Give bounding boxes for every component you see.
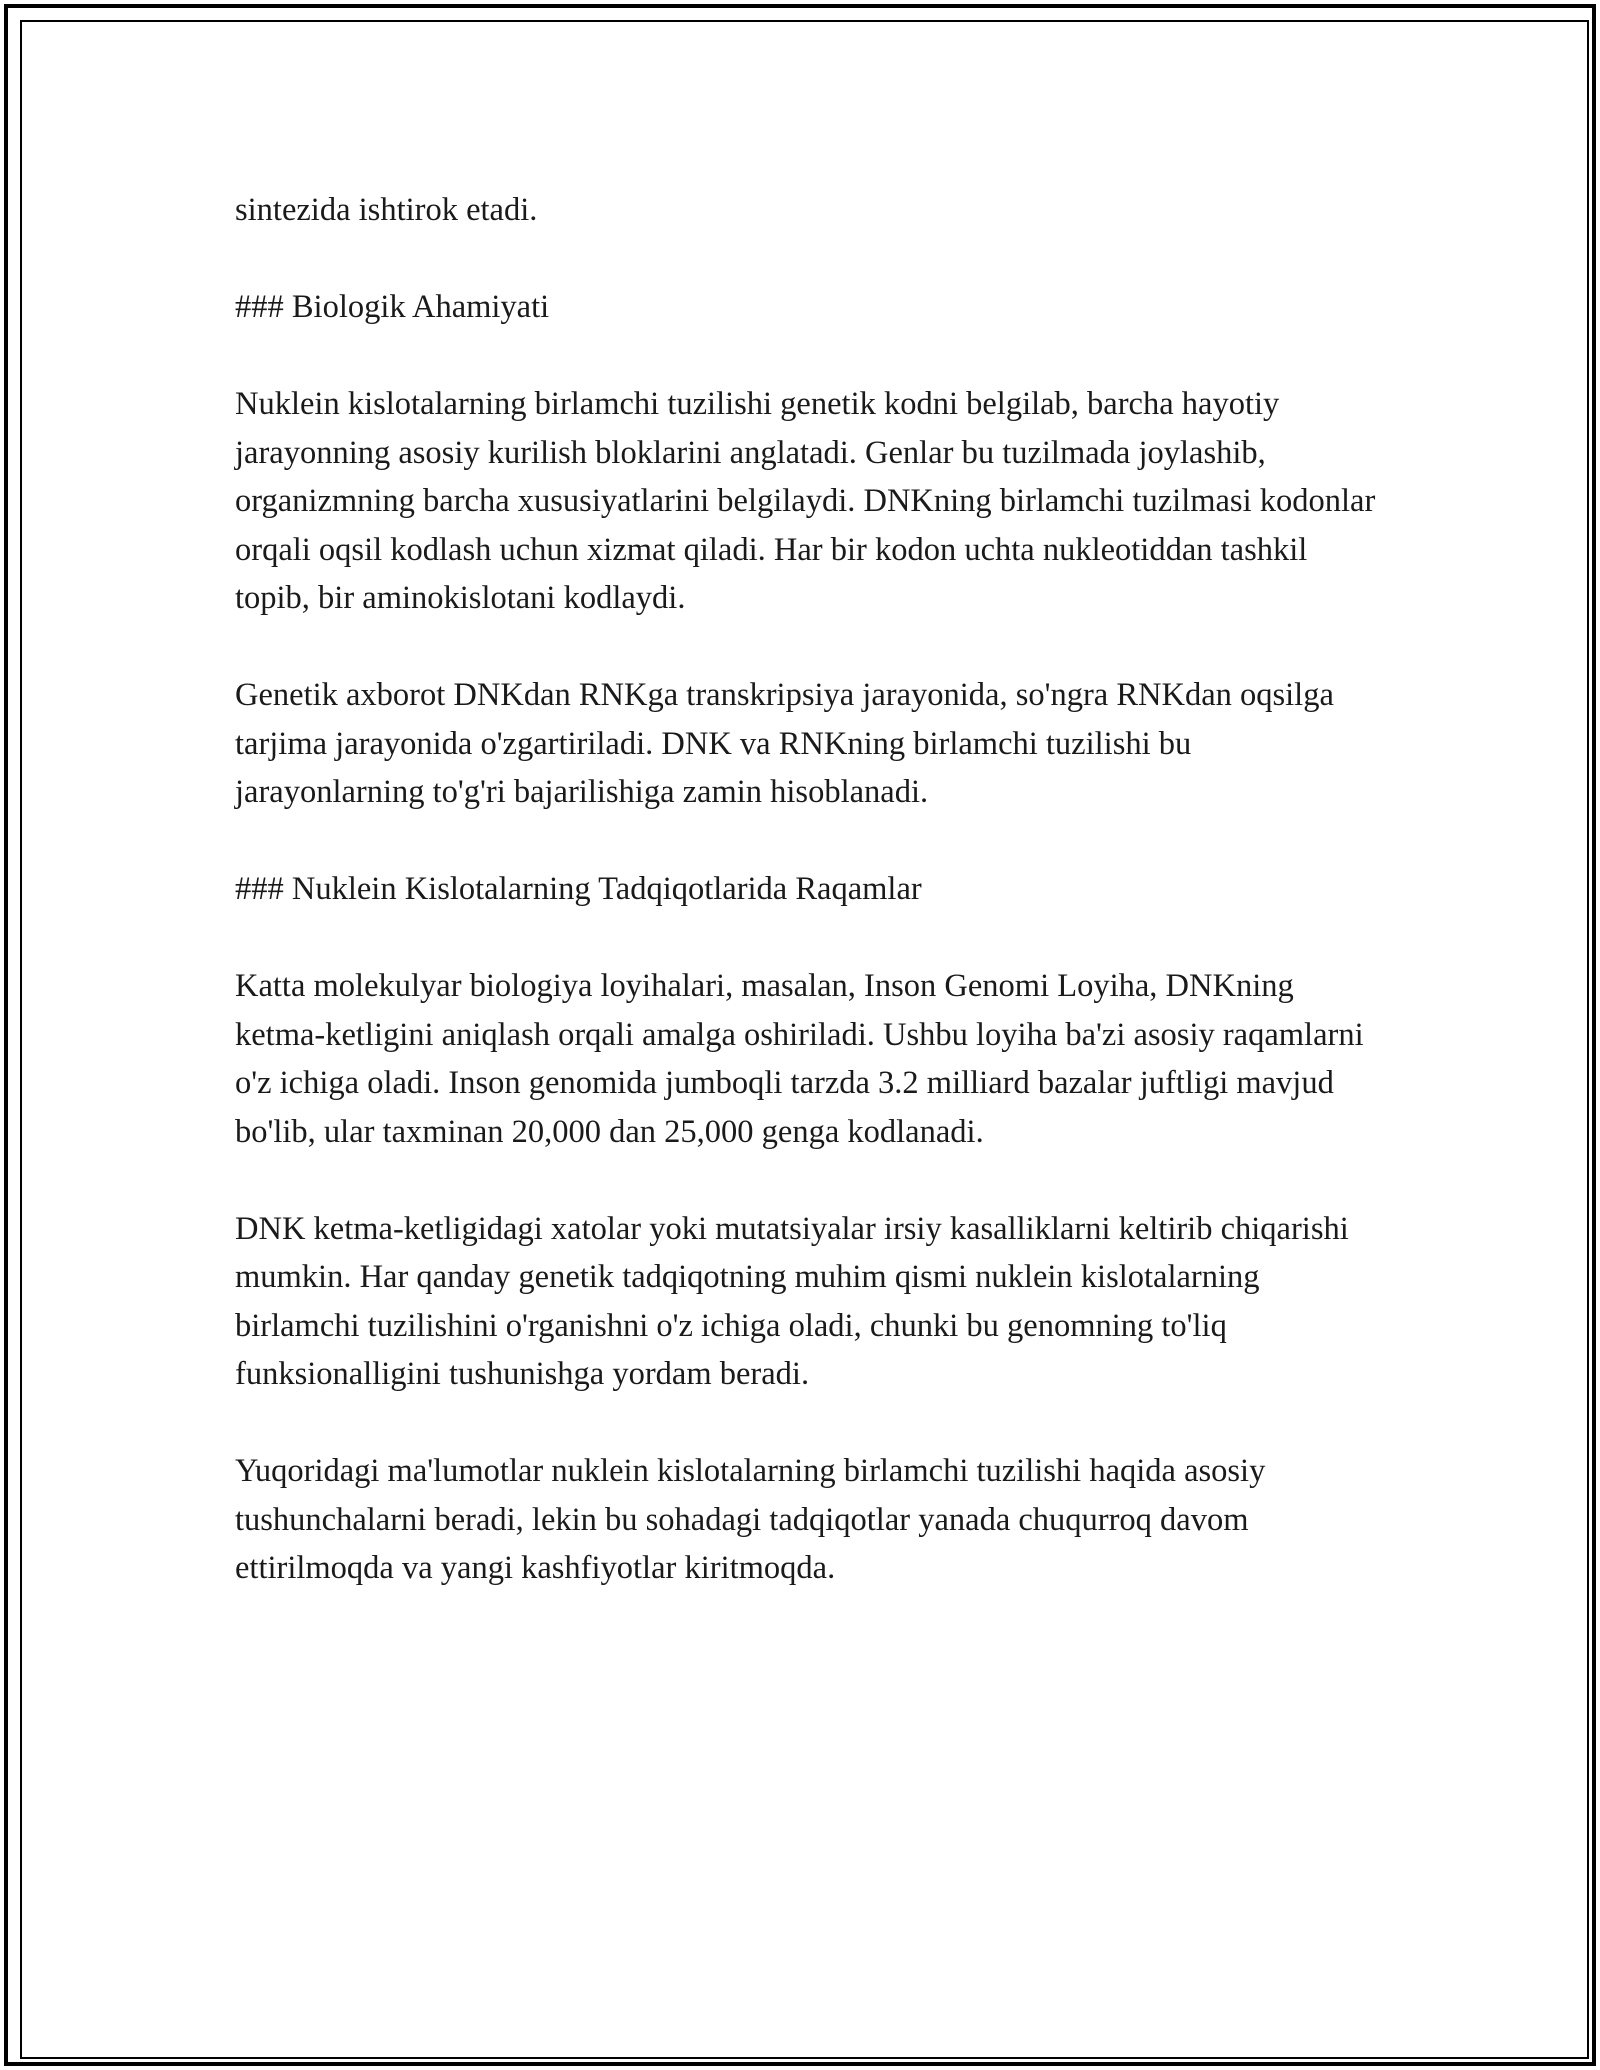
paragraph-genome-project: Katta molekulyar biologiya loyihalari, masalan, Inson Genomi Loyiha, DNKning ketma-ketligini aniqlash orqali amalga oshiriladi. Ushbu loyiha ba'zi asosiy raqamlarni o'z ichiga oladi. Inson genomida jumboqli tarzda 3.2 milliard bazalar juftligi mavjud bo'lib, ular taxminan 20,000 dan 25,000 genga kodlanadi. bbox=[235, 968, 1364, 1150]
paragraph-mutations: DNK ketma-ketligidagi xatolar yoki mutatsiyalar irsiy kasalliklarni keltirib chiqarishi mumkin. Har qanday genetik tadqiqotning muhim qismi nuklein kislotalarning birlamchi tuzilishini o'rganishni o'z ichiga oladi, chunki bu genomning to'liq funksionalligini tushunishga yordam beradi. bbox=[235, 1210, 1349, 1392]
paragraph-continuation: sintezida ishtirok etadi. bbox=[235, 192, 538, 228]
paragraph-genetic-code: Nuklein kislotalarning birlamchi tuzilishi genetik kodni belgilab, barcha hayotiy jarayonning asosiy kurilish bloklarini anglatadi. Genlar bu tuzilmada joylashib, organizmning barcha xususiyatlarini belgilaydi. DNKning birlamchi tuzilmasi kodonlar orqali oqsil kodlash uchun xizmat qiladi. Har bir kodon uchta nukleotiddan tashkil topib, bir aminokislotani kodlaydi. bbox=[235, 386, 1376, 616]
paragraph-transcription: Genetik axborot DNKdan RNKga transkripsiya jarayonida, so'ngra RNKdan oqsilga tarjima jarayonida o'zgartiriladi. DNK va RNKning birlamchi tuzilishi bu jarayonlarning to'g'ri bajarilishiga zamin hisoblanadi. bbox=[235, 677, 1334, 810]
section-heading-biologik-ahamiyati: ### Biologik Ahamiyati bbox=[235, 289, 550, 325]
document-body bbox=[235, 186, 1385, 1593]
paragraph-conclusion: Yuqoridagi ma'lumotlar nuklein kislotalarning birlamchi tuzilishi haqida asosiy tushunchalarni beradi, lekin bu sohadagi tadqiqotlar yanada chuqurroq davom ettirilmoqda va yangi kashfiyotlar kiritmoqda. bbox=[235, 1453, 1266, 1586]
section-heading-raqamlar: ### Nuklein Kislotalarning Tadqiqotlarida Raqamlar bbox=[235, 871, 922, 907]
